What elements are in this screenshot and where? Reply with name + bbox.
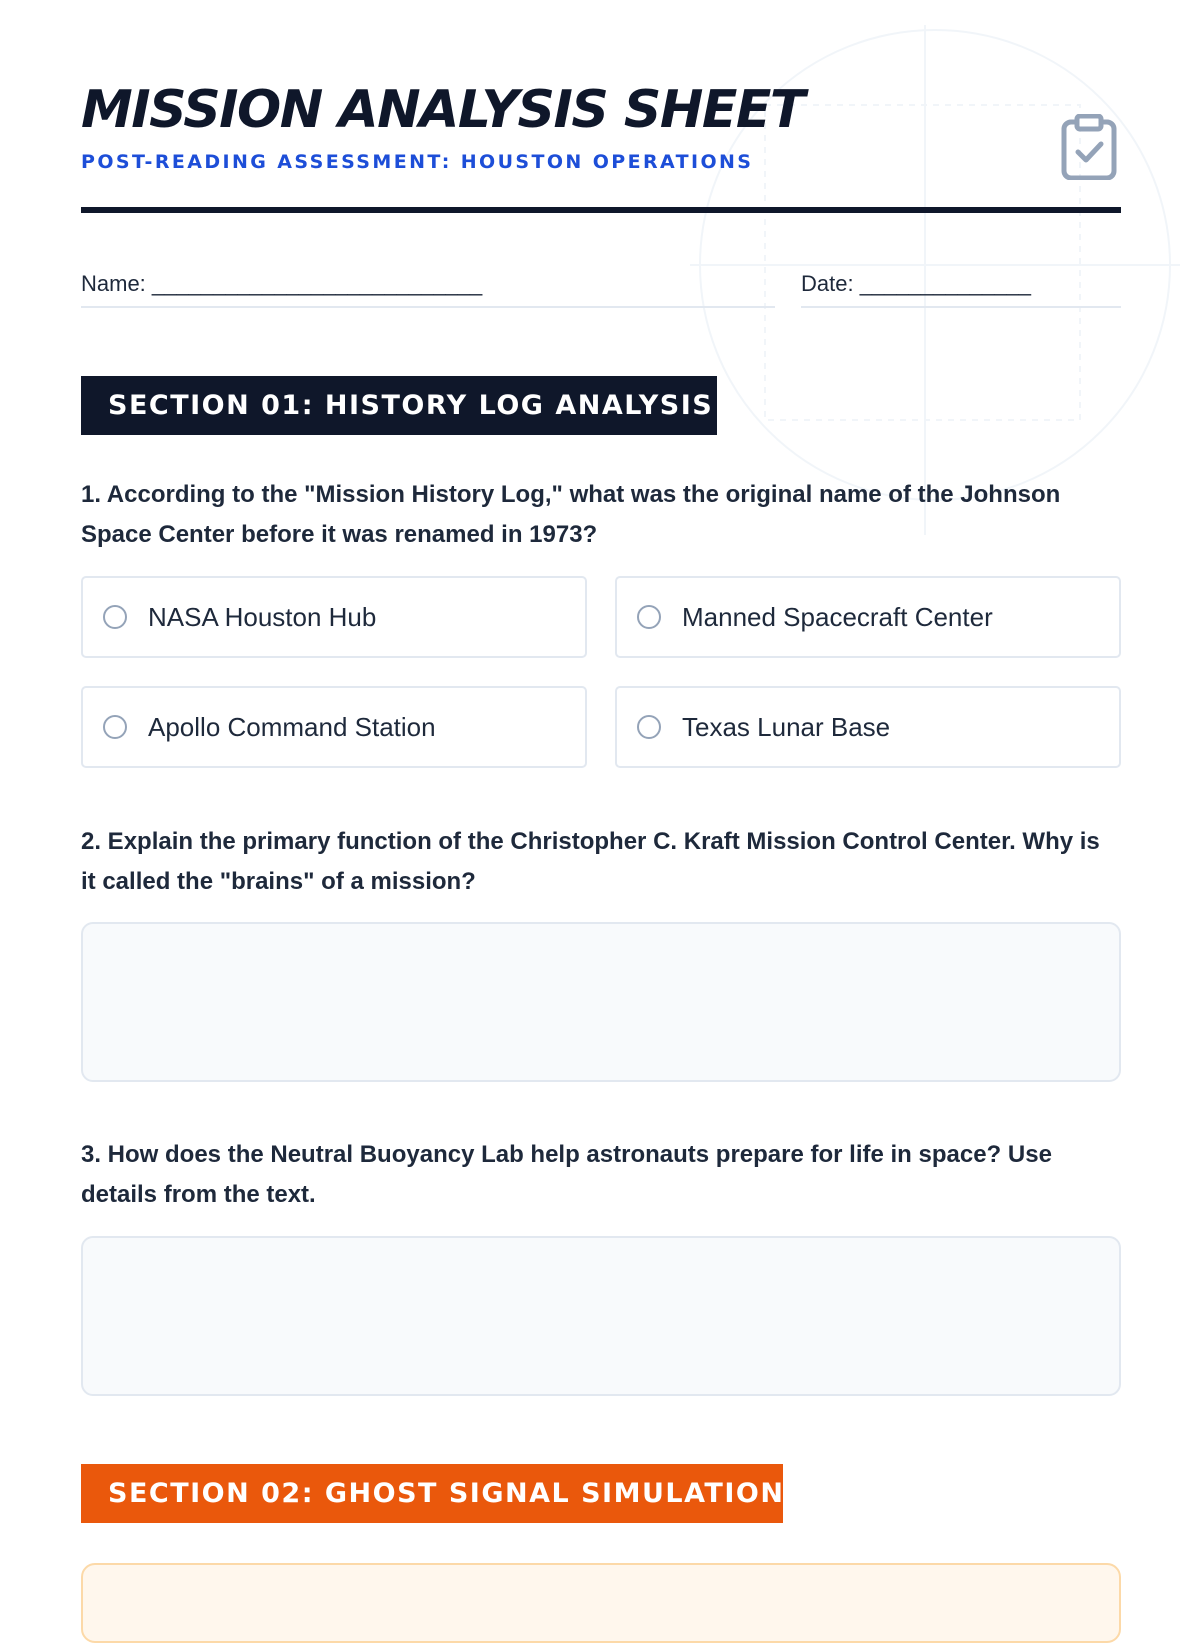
student-info xyxy=(81,266,1121,308)
page-subtitle: POST-READING ASSESSMENT: HOUSTON OPERATIONS xyxy=(81,151,754,173)
question-2: 2. Explain the primary function of the Christopher C. Kraft Mission Control Center. Why is it called the "brains" of a mission? xyxy=(81,828,1100,895)
clipboard-check-icon xyxy=(1060,114,1118,180)
question-3: 3. How does the Neutral Buoyancy Lab help astronauts prepare for life in space? Use details from the text. xyxy=(81,1141,1052,1208)
option-texas-lunar-base[interactable] xyxy=(615,686,1121,768)
name-field[interactable]: Name: ___________________________ xyxy=(81,266,775,308)
simulation-panel xyxy=(81,1563,1121,1643)
radio-button[interactable] xyxy=(637,715,661,739)
option-apollo-command-station[interactable] xyxy=(81,686,587,768)
answer-box-2[interactable] xyxy=(81,922,1121,1082)
option-label: Texas Lunar Base xyxy=(682,711,891,742)
option-label: Apollo Command Station xyxy=(148,711,436,742)
question-1: 1. According to the "Mission History Log," what was the original name of the Johnson Space Center before it was renamed in 1973? xyxy=(81,481,1061,548)
section-02-heading: SECTION 02: GHOST SIGNAL SIMULATION xyxy=(81,1464,783,1523)
section-01-heading: SECTION 01: HISTORY LOG ANALYSIS xyxy=(81,376,717,435)
radio-button[interactable] xyxy=(103,715,127,739)
header xyxy=(81,0,1121,216)
header-divider xyxy=(81,207,1121,213)
option-label: Manned Spacecraft Center xyxy=(682,601,993,632)
radio-button[interactable] xyxy=(103,605,127,629)
radio-button[interactable] xyxy=(637,605,661,629)
option-nasa-houston-hub[interactable] xyxy=(81,576,587,658)
date-field[interactable]: Date: ______________ xyxy=(801,266,1121,308)
answer-box-3[interactable] xyxy=(81,1236,1121,1396)
option-manned-spacecraft-center[interactable] xyxy=(615,576,1121,658)
option-label: NASA Houston Hub xyxy=(148,601,377,632)
worksheet xyxy=(81,0,1121,1509)
page-title: MISSION ANALYSIS SHEET xyxy=(81,80,804,140)
